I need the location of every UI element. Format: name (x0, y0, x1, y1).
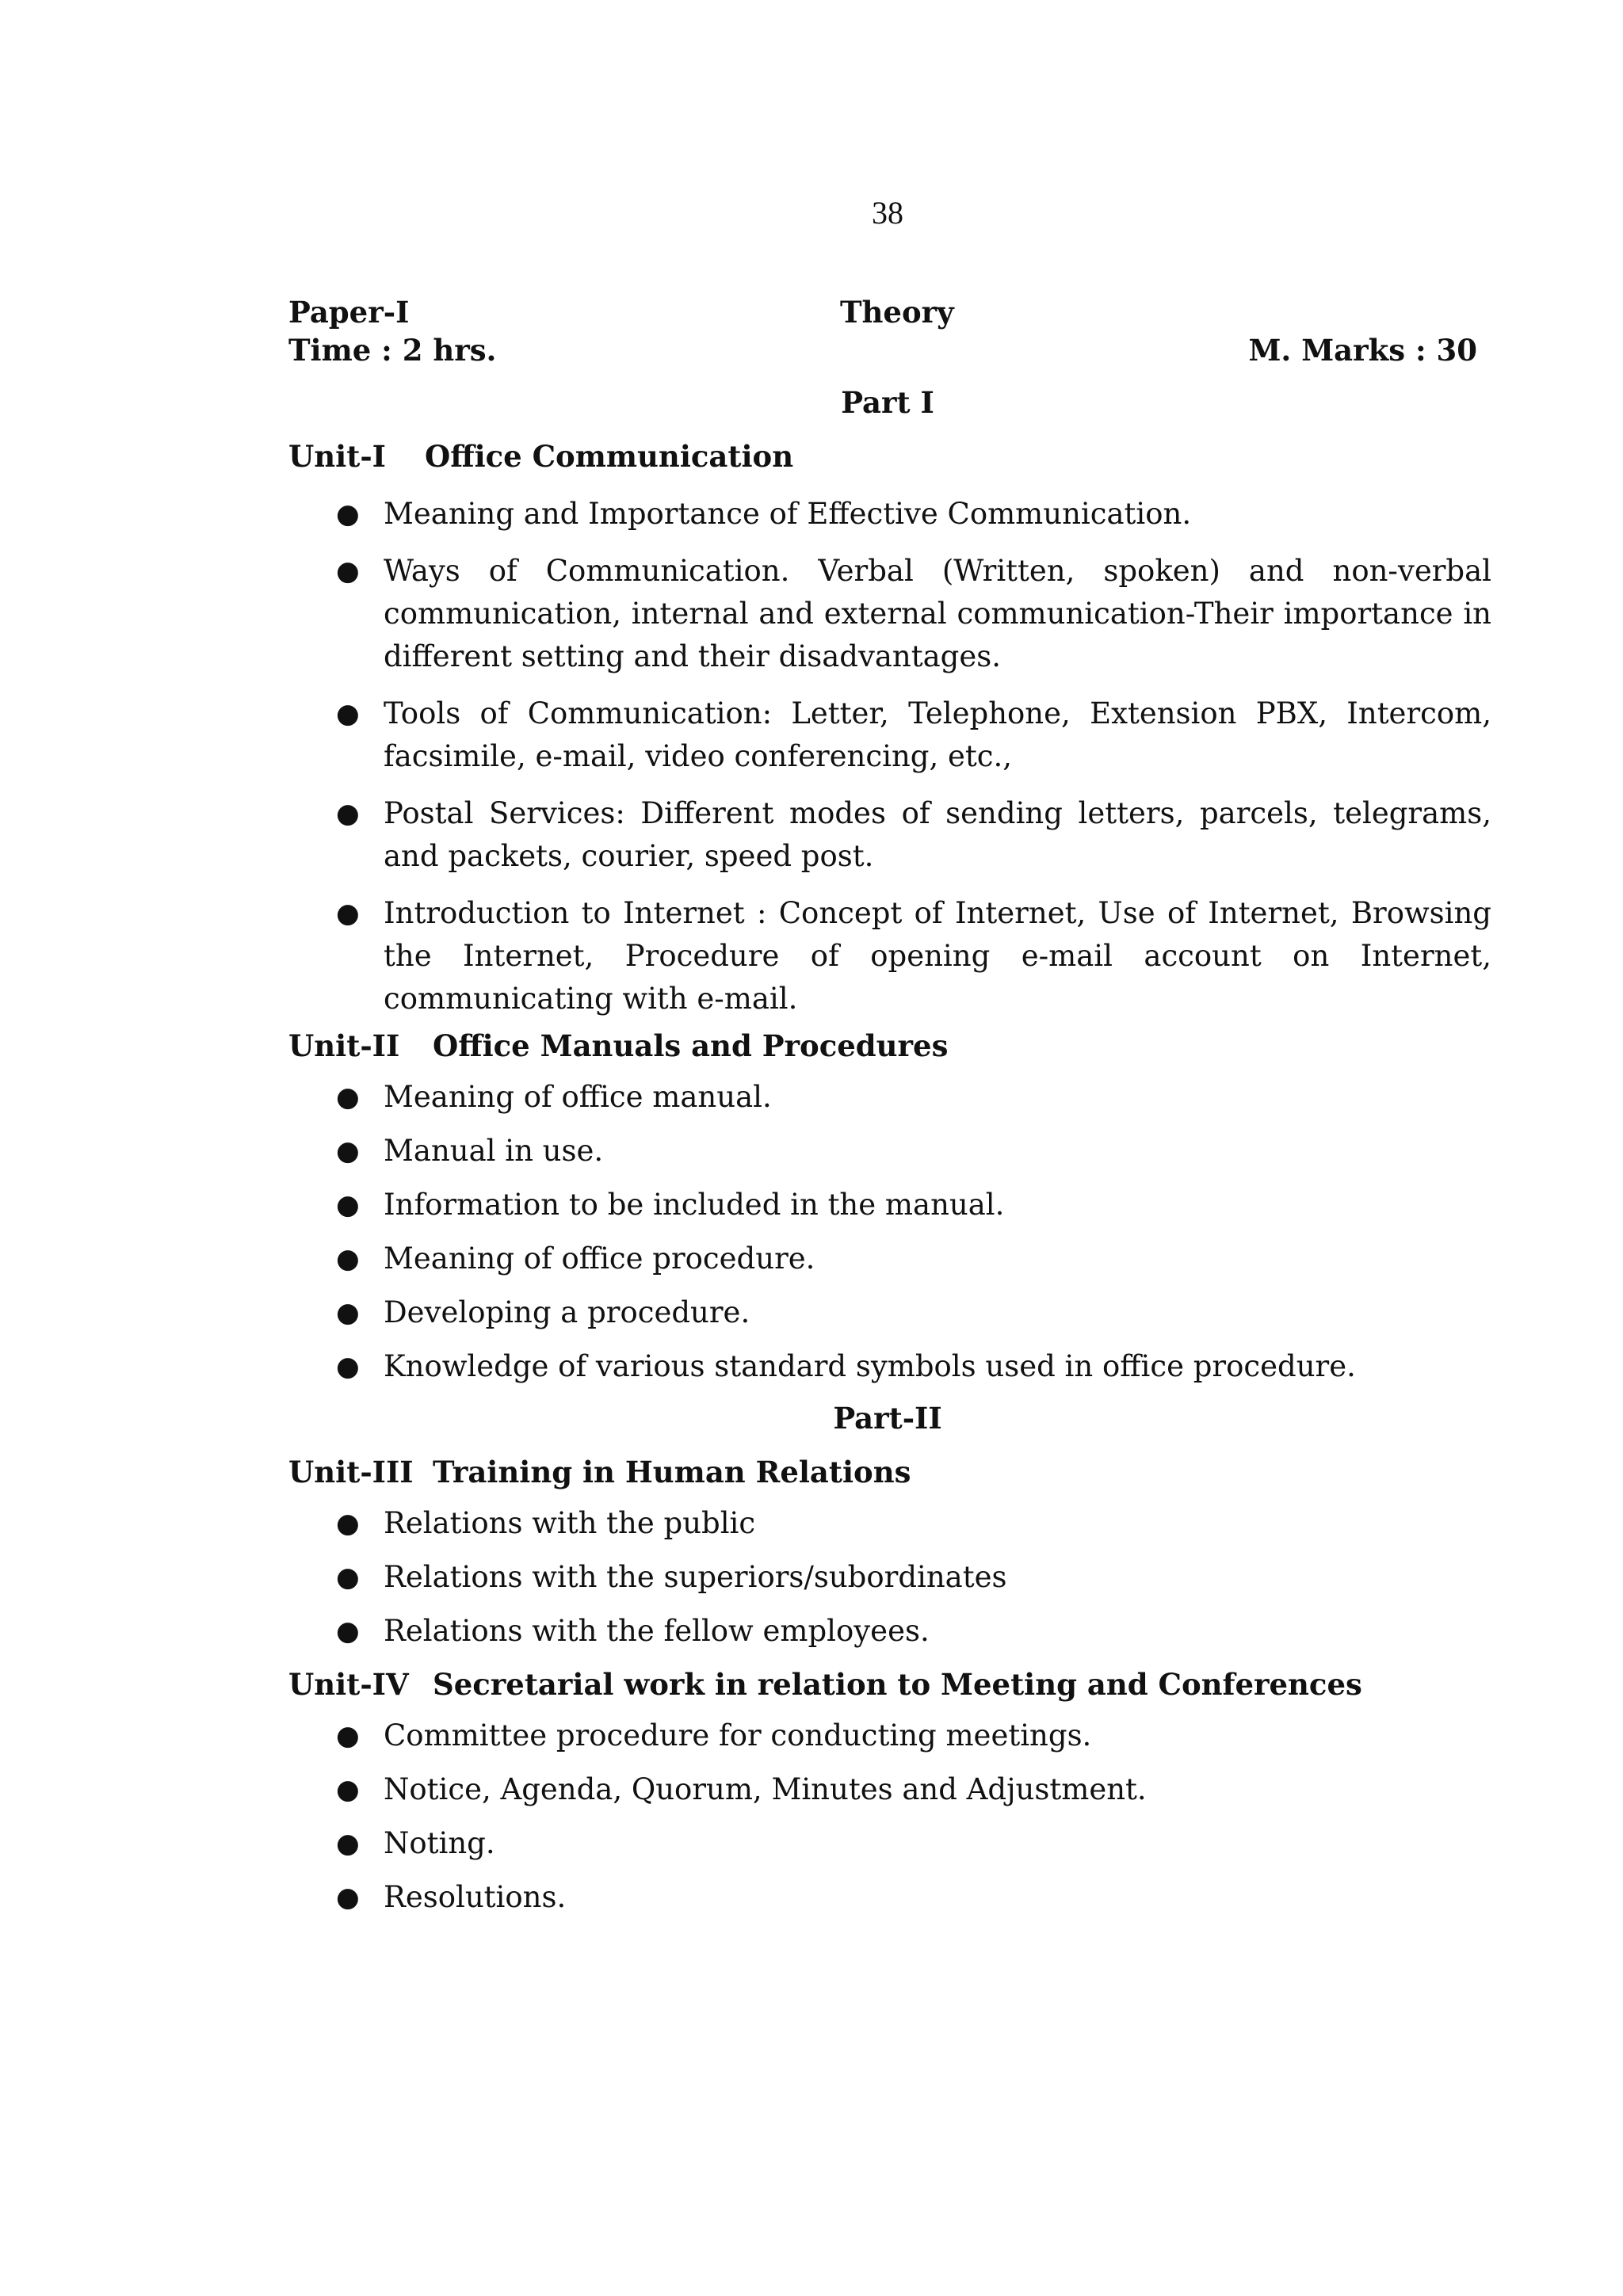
page-number: 38 (872, 195, 903, 231)
unit-4-list (333, 1714, 1491, 1930)
list-item: ● Meaning of office manual. (333, 1076, 1491, 1119)
list-item: ● Ways of Communication. Verbal (Written, spoken) and non-verbal communication, internal and external communication-Their importance in different setting and their disadvantages. (333, 550, 1491, 678)
unit-3-heading (288, 1453, 911, 1491)
list-item: ● Noting. (333, 1822, 1491, 1865)
bullet-icon: ● (336, 1720, 360, 1752)
bullet-icon: ● (336, 898, 360, 929)
part-2-heading: Part-II (833, 1401, 942, 1436)
list-item: ● Meaning of office procedure. (333, 1238, 1491, 1280)
list-item: ● Relations with the public (333, 1502, 1491, 1545)
list-item: ● Relations with the superiors/subordinates (333, 1556, 1491, 1599)
bullet-icon: ● (336, 1297, 360, 1329)
bullet-icon: ● (336, 1081, 360, 1113)
list-item: ● Developing a procedure. (333, 1291, 1491, 1334)
list-item: ● Knowledge of various standard symbols used in office procedure. (333, 1345, 1491, 1388)
unit-4-title: Secretarial work in relation to Meeting and Conferences (433, 1667, 1362, 1702)
unit-1-title: Office Communication (425, 439, 794, 474)
list-item: ● Manual in use. (333, 1130, 1491, 1173)
part-1-heading: Part I (841, 385, 934, 420)
unit-3-title: Training in Human Relations (433, 1455, 911, 1489)
list-item: ● Postal Services: Different modes of sending letters, parcels, telegrams, and packets, courier, speed post. (333, 792, 1491, 878)
list-item: ● Relations with the fellow employees. (333, 1610, 1491, 1653)
bullet-icon: ● (336, 1189, 360, 1221)
list-item: ● Meaning and Importance of Effective Communication. (333, 493, 1491, 536)
bullet-icon: ● (336, 698, 360, 730)
bullet-icon: ● (336, 1828, 360, 1859)
unit-3-list (333, 1502, 1491, 1664)
list-item: ● Committee procedure for conducting meetings. (333, 1714, 1491, 1757)
bullet-icon: ● (336, 1615, 360, 1647)
unit-1-heading (288, 437, 794, 475)
bullet-icon: ● (336, 1508, 360, 1539)
unit-3-label: Unit-III (288, 1455, 414, 1489)
marks-label: M. Marks : 30 (1248, 333, 1477, 368)
unit-4-heading (288, 1665, 1362, 1703)
unit-2-list (333, 1076, 1491, 1399)
bullet-icon: ● (336, 798, 360, 830)
bullet-icon: ● (336, 1135, 360, 1167)
list-item: ● Introduction to Internet : Concept of Internet, Use of Internet, Browsing the Internet, Procedure of opening e-mail account on Internet, communicating with e-mail. (333, 892, 1491, 1020)
bullet-icon: ● (336, 1774, 360, 1806)
time-label: Time : 2 hrs. (288, 333, 497, 368)
bullet-icon: ● (336, 555, 360, 587)
bullet-icon: ● (336, 1562, 360, 1593)
list-item: ● Information to be included in the manual. (333, 1184, 1491, 1226)
unit-1-list (333, 493, 1491, 1035)
list-item: ● Tools of Communication: Letter, Telephone, Extension PBX, Intercom, facsimile, e-mail, video conferencing, etc., (333, 692, 1491, 778)
paper-label: Paper-I (288, 295, 410, 330)
unit-1-label: Unit-I (288, 439, 386, 474)
list-item: ● Resolutions. (333, 1876, 1491, 1919)
theory-label: Theory (840, 295, 954, 330)
unit-4-label: Unit-IV (288, 1667, 409, 1702)
unit-2-title: Office Manuals and Procedures (433, 1028, 949, 1063)
unit-2-heading (288, 1027, 949, 1065)
unit-2-label: Unit-II (288, 1028, 400, 1063)
bullet-icon: ● (336, 1351, 360, 1383)
bullet-icon: ● (336, 1882, 360, 1913)
list-item: ● Notice, Agenda, Quorum, Minutes and Adjustment. (333, 1768, 1491, 1811)
bullet-icon: ● (336, 1243, 360, 1275)
bullet-icon: ● (336, 498, 360, 530)
